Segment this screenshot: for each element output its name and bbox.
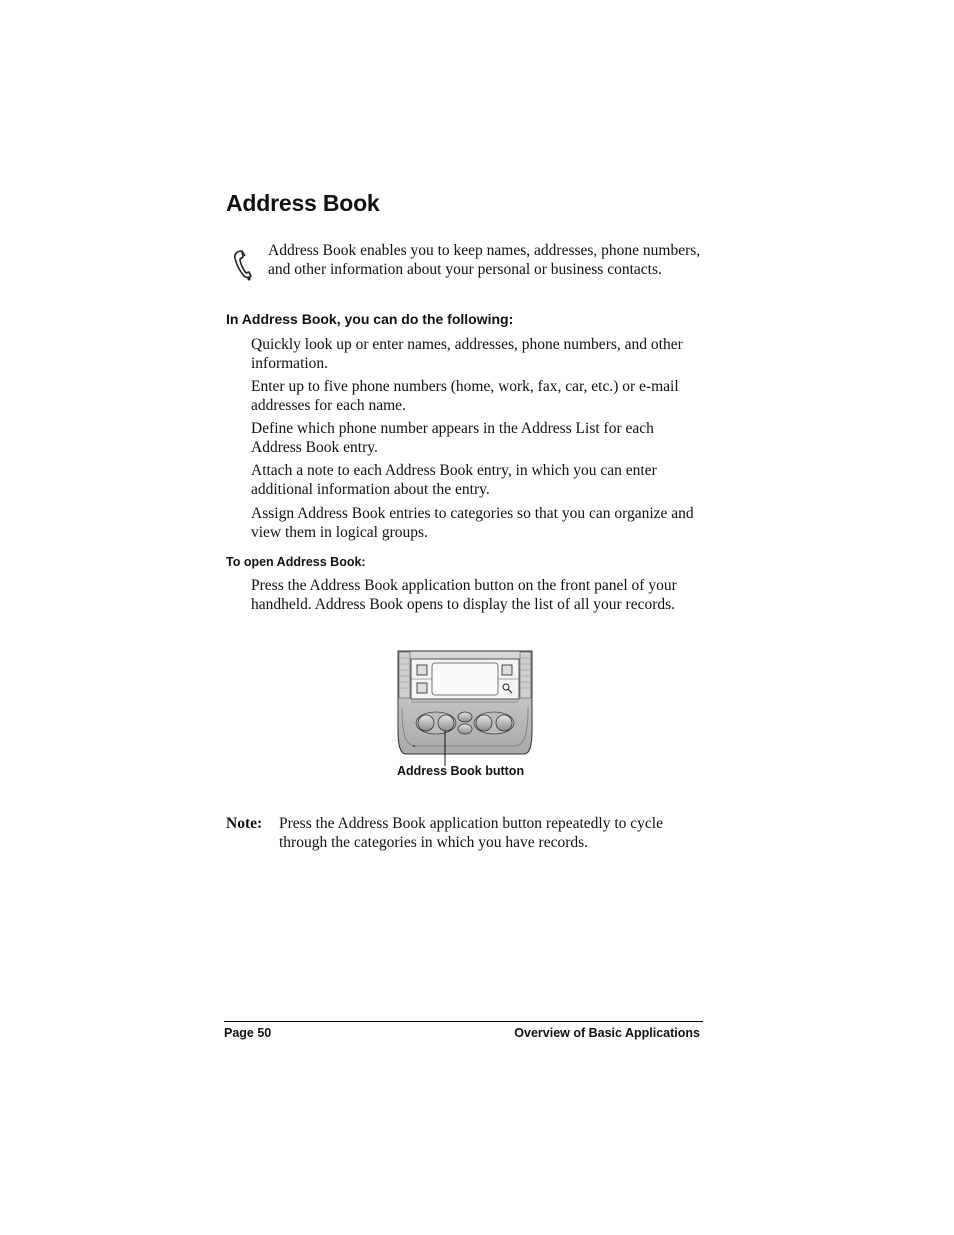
footer-page-number: Page 50: [224, 1026, 272, 1040]
page-title: Address Book: [226, 190, 380, 216]
figure-caption: Address Book button: [397, 764, 525, 778]
open-heading: To open Address Book:: [226, 555, 366, 569]
feature-item: Define which phone number appears in the Address List for each Address Book entry.: [251, 420, 654, 456]
footer-rule: [224, 1021, 703, 1022]
note-text: Press the Address Book application button repeatedly to cycle through the categories in which you have records.: [279, 815, 663, 851]
phone-handset-icon: [230, 248, 256, 282]
note-label: Note:: [226, 815, 263, 832]
footer-chapter-title: Overview of Basic Applications: [514, 1026, 700, 1040]
feature-item: Attach a note to each Address Book entry, in which you can enter additional information about the entry.: [251, 462, 657, 498]
intro-paragraph: Address Book enables you to keep names, addresses, phone numbers, and other information about your personal or business contacts.: [268, 242, 701, 278]
section-heading: In Address Book, you can do the following:: [226, 311, 514, 327]
feature-item: Assign Address Book entries to categories so that you can organize and view them in logical groups.: [251, 505, 694, 541]
handheld-illustration: [396, 650, 534, 768]
open-instructions: Press the Address Book application button on the front panel of your handheld. Address Book opens to display the list of all your records.: [251, 577, 677, 613]
feature-item: Quickly look up or enter names, addresses, phone numbers, and other information.: [251, 336, 683, 372]
feature-item: Enter up to five phone numbers (home, work, fax, car, etc.) or e-mail addresses for each name.: [251, 378, 679, 414]
